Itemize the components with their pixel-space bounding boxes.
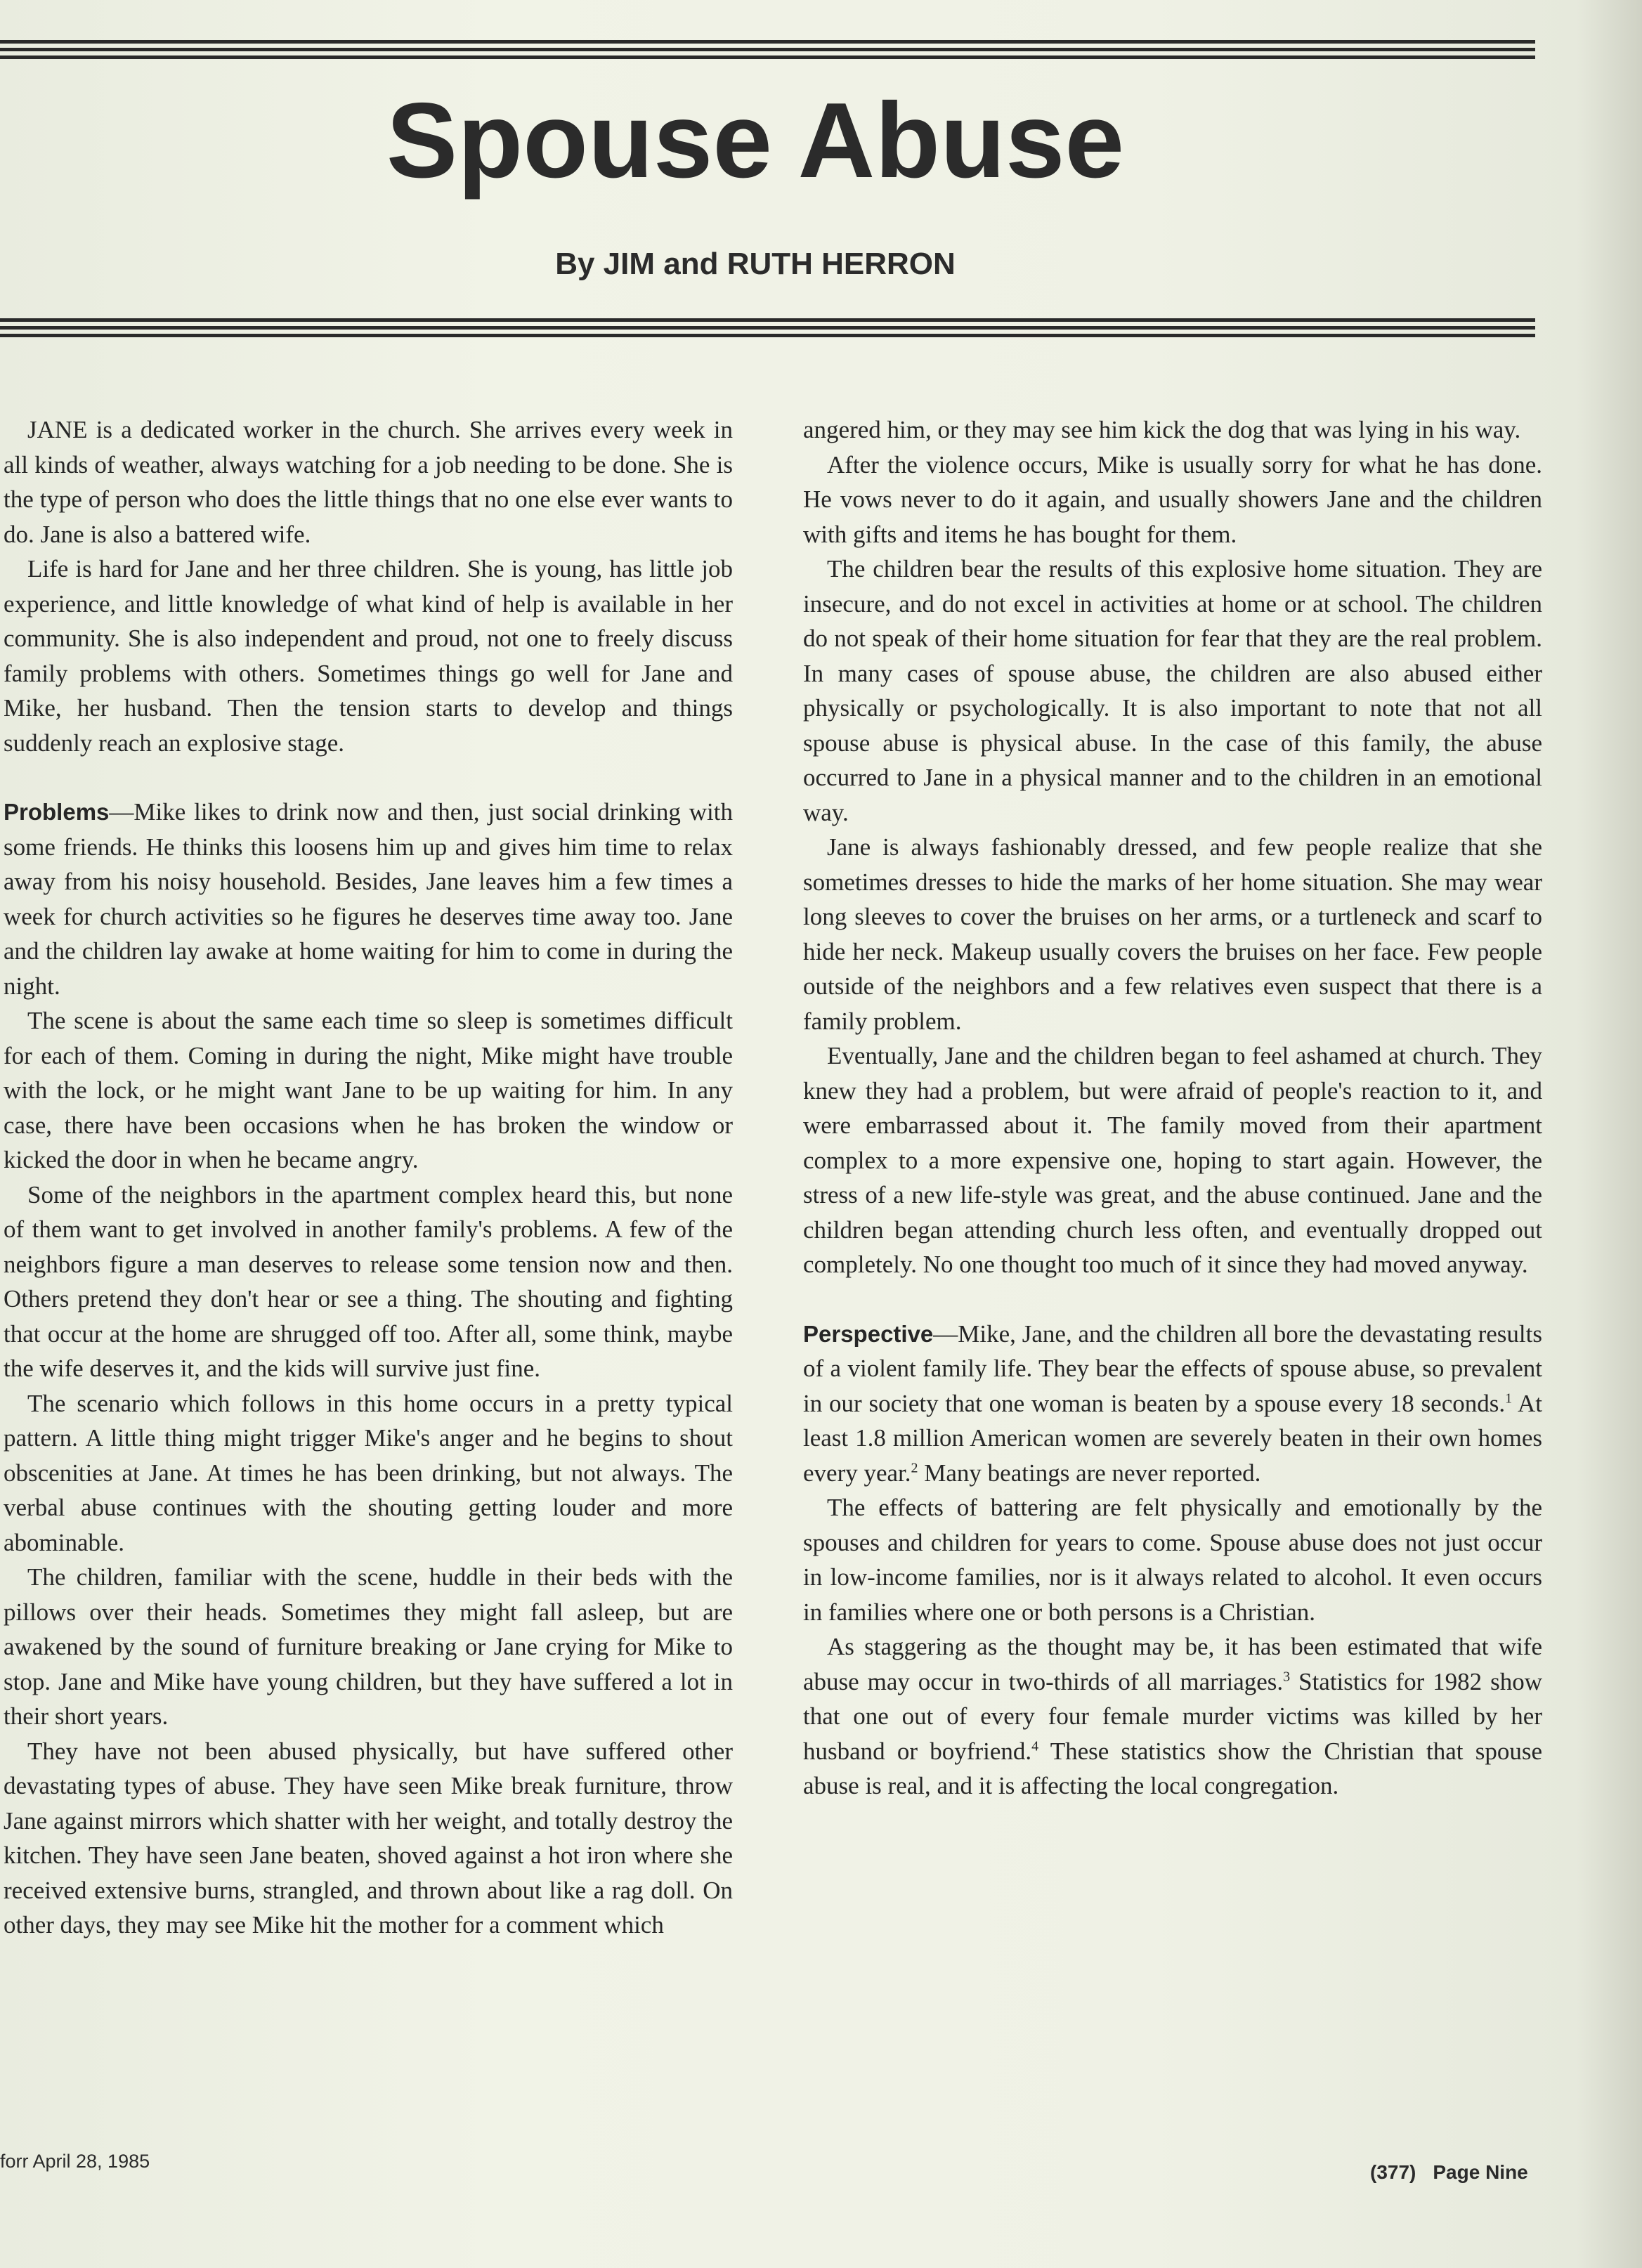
paragraph <box>803 1629 1542 1804</box>
paragraph <box>4 795 733 1003</box>
footer-issue-date: forr April 28, 1985 <box>0 2151 150 2172</box>
paragraph: The children bear the results of this explosive home situation. They are insecure, and do not excel in activities at home or at school. The children do not speak of their home situation for fear that they are the real problem. In many cases of spouse abuse, the children are also abused either physically or psychologically. It is also important to note that not all spouse abuse is physical abuse. In the case of this family, the abuse occurred to Jane in a physical manner and to the children in an emotional way. <box>803 555 1542 826</box>
paragraph: Some of the neighbors in the apartment complex heard this, but none of them want to get involved in another family's problems. A few of the neighbors figure a man deserves to release some tension now and then. Others pretend they don't hear or see a thing. The shouting and fighting that occur at the home are shrugged off too. After all, some think, maybe the wife deserves it, and the kids will survive just fine. <box>4 1180 733 1382</box>
paragraph: Jane is always fashionably dressed, and few people realize that she sometimes dresses to hide the marks of her home situation. She may wear long sleeves to cover the bruises on her arms, or a turtleneck and scarf to hide her neck. Makeup usually covers the bruises on her face. Few people outside of the neighbors and a few relatives even suspect that there is a family problem. <box>803 833 1542 1035</box>
paragraph-text: As staggering as the thought may be, it has been estimated that wife abuse may occur in two-thirds of all marriages. <box>803 1633 1542 1695</box>
article-title: Spouse Abuse <box>386 81 1125 200</box>
paragraph-text: These statistics show the Christian that spouse abuse is real, and it is affecting the local congregation. <box>803 1737 1542 1799</box>
paragraph: The children, familiar with the scene, huddle in their beds with the pillows over their heads. Sometimes they might fall asleep, but are awakened by the sound of furniture breaking or Jane crying for Mike to stop. Jane and Mike have young children, but they have suffered a lot in their short years. <box>4 1563 733 1730</box>
footer-page-number <box>1370 2161 1528 2184</box>
footnote-marker: 4 <box>1031 1738 1039 1754</box>
paragraph-text: Statistics for 1982 show that one out of every four female murder victims was killed by her husband or boyfriend. <box>803 1667 1542 1765</box>
top-double-rule <box>0 40 1535 63</box>
paragraph: They have not been abused physically, but have suffered other devastating types of abuse. They have seen Mike break furniture, throw Jane against mirrors which shatter with her weight, and totally destroy the kitchen. They have seen Jane beaten, shoved against a hot iron where she received extensive burns, strangled, and thrown about like a rag doll. On other days, they may see Mike hit the mother for a comment which <box>4 1737 733 1938</box>
footnote-marker: 2 <box>911 1459 918 1475</box>
paragraph: Life is hard for Jane and her three children. She is young, has little job experience, and little knowledge of what kind of help is available in her community. She is also independent and proud, not one to freely discuss family problems with others. Sometimes things go well for Jane and Mike, her husband. Then the tension starts to develop and things suddenly reach an explosive stage. <box>4 555 733 757</box>
page-code: (377) <box>1370 2161 1416 2183</box>
paragraph <box>803 1317 1542 1491</box>
section-heading-perspective: Perspective <box>803 1320 934 1347</box>
footnote-marker: 1 <box>1505 1390 1513 1406</box>
paragraph: Eventually, Jane and the children began to feel ashamed at church. They knew they had a problem, but were afraid of people's reaction to it, and were embarrassed about it. The family moved from their apartment complex to a more expensive one, hoping to start again. However, the stress of a new life-style was great, and the abuse continued. Jane and the children began attending church less often, and eventually dropped out completely. No one thought too much of it since they had moved anyway. <box>803 1042 1542 1278</box>
paragraph: After the violence occurs, Mike is usually sorry for what he has done. He vows never to do it again, and usually showers Jane and the children with gifts and items he has bought for them. <box>803 450 1542 548</box>
header-bottom-rule <box>0 318 1535 341</box>
paragraph-text: Many beatings are never reported. <box>918 1459 1261 1487</box>
left-column <box>0 412 733 1943</box>
section-heading-problems: Problems <box>4 799 110 825</box>
footnote-marker: 3 <box>1283 1668 1291 1684</box>
paragraph-text: At least 1.8 million American women are severely beaten in their own homes every year. <box>803 1389 1543 1487</box>
paragraph: The scene is about the same each time so sleep is sometimes difficult for each of them. Coming in during the night, Mike might have trouble with the lock, or he might want Jane to be up waiting for him. In any case, there have been occasions when he has broken the window or kicked the door in when he became angry. <box>4 1007 733 1173</box>
paragraph-text: —Mike likes to drink now and then, just social drinking with some friends. He thinks this loosens him up and gives him time to relax away from his noisy household. Besides, Jane leaves him a few times a week for church activities so he figures he deserves time away too. Jane and the children lay awake at home waiting for him to come in during the night. <box>4 798 733 1000</box>
paragraph: The effects of battering are felt physically and emotionally by the spouses and children for years to come. Spouse abuse does not just occur in low-income families, nor is it always related to alcohol. It even occurs in families where one or both persons is a Christian. <box>803 1494 1542 1626</box>
paragraph-text: —Mike, Jane, and the children all bore the devastating results of a violent family life. They bear the effects of spouse abuse, so prevalent in our society that one woman is beaten by a spouse every 18 seconds. <box>803 1319 1542 1417</box>
paragraph: angered him, or they may see him kick the dog that was lying in his way. <box>803 416 1521 443</box>
paragraph: JANE is a dedicated worker in the church. She arrives every week in all kinds of weather, always watching for a job needing to be done. She is the type of person who does the little things that no one else ever wants to do. Jane is also a battered wife. <box>4 416 733 548</box>
page-label: Page Nine <box>1433 2161 1528 2183</box>
right-column <box>803 412 1542 1804</box>
article-byline: By JIM and RUTH HERRON <box>555 247 956 281</box>
paragraph: The scenario which follows in this home occurs in a pretty typical pattern. A little thing might trigger Mike's anger and he begins to shout obscenities at Jane. At times he has been drinking, but not always. The verbal abuse continues with the shouting getting louder and more abominable. <box>4 1389 733 1556</box>
